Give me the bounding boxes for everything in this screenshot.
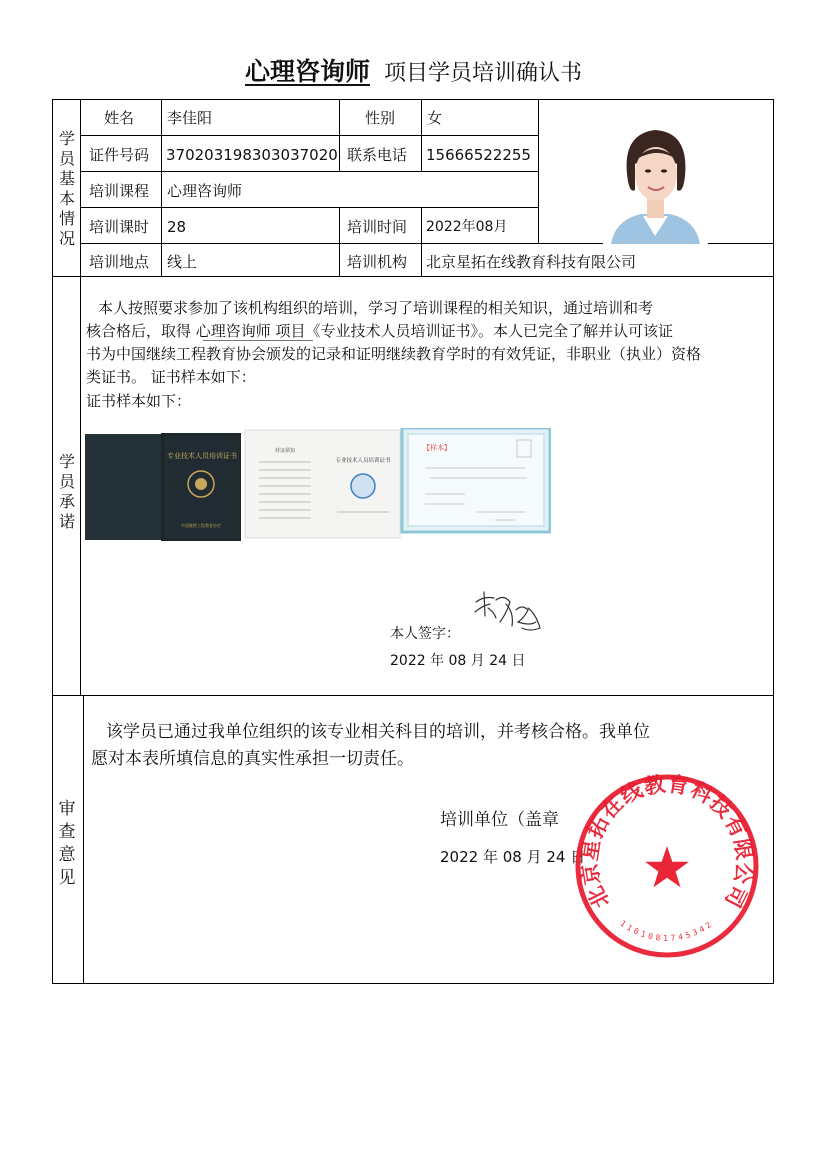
hours-label: 培训课时 — [89, 218, 150, 236]
cert-cover-footer: 中国继续工程教育协会 — [181, 523, 221, 528]
org-value: 北京星拓在线教育科技有限公司 — [426, 253, 637, 271]
course-label: 培训课程 — [89, 182, 150, 200]
id-value: 370203198303037020 — [166, 146, 338, 164]
time-value: 2022年08月 — [426, 219, 508, 235]
gender-value: 女 — [427, 109, 443, 127]
gender-label: 性别 — [365, 109, 396, 127]
place-value: 线上 — [167, 253, 198, 271]
cert-inner-title: 专业技术人员培训证书 — [335, 458, 391, 464]
phone-label: 联系电话 — [347, 146, 408, 164]
phone-value: 15666522255 — [426, 146, 531, 164]
student-photo — [603, 124, 708, 244]
course-value: 心理咨询师 — [167, 182, 243, 200]
time-label: 培训时间 — [347, 218, 408, 236]
promise-line-3: 书为中国继续工程教育协会颁发的记录和证明继续教育学时的有效凭证，非职业（执业）资格 — [86, 345, 702, 363]
name-value: 李佳阳 — [167, 109, 213, 127]
title-rest: 项目学员培训确认书 — [384, 61, 583, 86]
seal-star-icon — [645, 846, 689, 887]
seal-text: 北京星拓在线教育科技有限公司 — [576, 772, 758, 913]
signature-label: 本人签字： — [390, 626, 460, 642]
promise-line-5: 证书样本如下： — [86, 392, 192, 410]
review-line-2: 愿对本表所填信息的真实性承担一切责任。 — [91, 749, 414, 769]
hours-value: 28 — [167, 218, 187, 236]
cert-cover-title: 专业技术人员培训证书 — [167, 452, 237, 460]
review-unit-label: 培训单位（盖章 — [440, 810, 559, 830]
id-label: 证件号码 — [89, 146, 150, 164]
page-title — [0, 52, 827, 88]
official-seal — [573, 772, 761, 960]
svg-text:1101081745342 — [618, 919, 715, 943]
section-basic-label: 学员基本情况 — [58, 129, 75, 248]
promise-line-1: 本人按照要求参加了该机构组织的培训，学习了培训课程的相关知识，通过培训和考 — [98, 299, 654, 317]
review-date: 2022 年 08 月 24 日 — [440, 848, 586, 866]
promise-line-4: 类证书。 证书样本如下： — [86, 368, 256, 386]
seal-code: 1101081745342 — [618, 918, 716, 943]
certificate-samples — [85, 428, 551, 541]
place-label: 培训地点 — [89, 253, 150, 271]
signature-image — [470, 588, 548, 636]
review-line-1: 该学员已通过我单位组织的该专业相关科目的培训，并考核合格。我单位 — [106, 722, 650, 742]
svg-text:北京星拓在线教育科技有限公司 — [576, 772, 757, 912]
title-major: 心理咨询师 — [244, 57, 370, 86]
promise-line-2: 核合格后，取得 心理咨询师 项目《专业技术人员培训证书》。本人已完全了解并认可该证 — [86, 322, 674, 340]
section-promise-label: 学员承诺 — [58, 452, 75, 531]
cert-sample-label: 【样本】 — [423, 444, 451, 452]
name-label: 姓名 — [104, 109, 135, 127]
section-review-label: 审查意见 — [58, 799, 76, 888]
org-label: 培训机构 — [347, 253, 408, 271]
cert-notice-title: 持证须知 — [275, 448, 296, 454]
promise-date: 2022 年 08 月 24 日 — [390, 653, 526, 669]
